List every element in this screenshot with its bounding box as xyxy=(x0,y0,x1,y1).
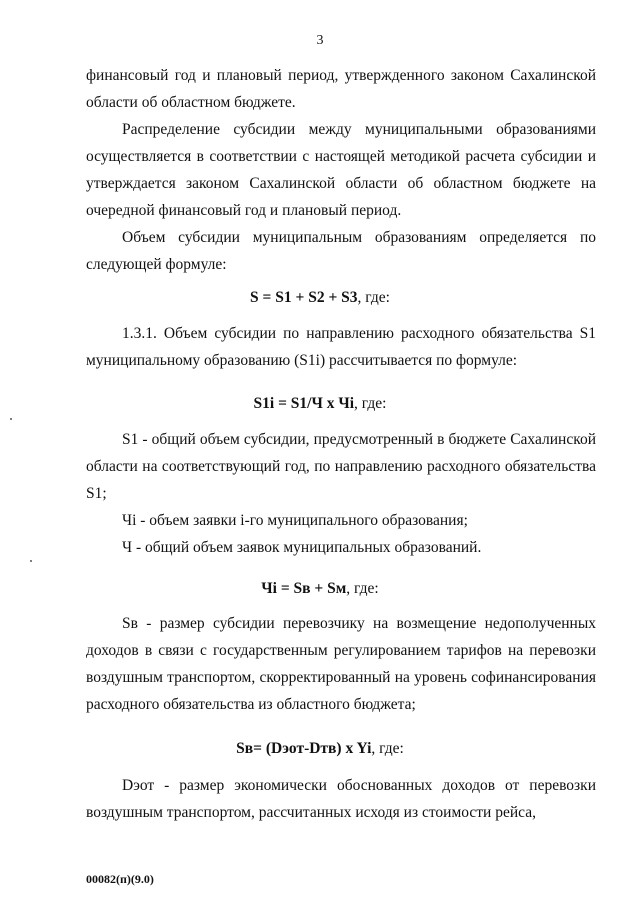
formula-total xyxy=(0,284,640,311)
page-number: 3 xyxy=(316,33,324,48)
formula-s1i xyxy=(0,390,640,417)
formula-chi xyxy=(0,575,640,602)
paragraph-3: Объем субсидии муниципальным образованиям определяется по следующей формуле: xyxy=(86,229,596,273)
paragraph-9: Dэот - размер экономически обоснованных доходов от перевозки воздушным транспортом, рассчитанных исходя из стоимости рейса, xyxy=(86,777,596,821)
formula-chi-tail: , где: xyxy=(346,580,379,597)
paragraph-6: Чi - объем заявки i-го муниципального образования; xyxy=(122,512,468,529)
formula-chi-expression: Чi = Sв + Sм xyxy=(261,580,347,597)
formula-sv-expression: Sв= (Dэот-Dтв) x Yi xyxy=(236,740,372,757)
formula-total-expression: S = S1 + S2 + S3 xyxy=(250,289,358,306)
formula-s1i-tail: , где: xyxy=(354,395,387,412)
formula-s1i-expression: S1i = S1/Ч x Чi xyxy=(253,395,355,412)
paragraph-5: S1 - общий объем субсидии, предусмотренный в бюджете Сахалинской области на соответствующий год, по направлению расходного обязательства S1; xyxy=(86,431,596,502)
footer-code: 00082(п)(9.0) xyxy=(86,872,154,886)
scan-mark xyxy=(10,418,12,420)
formula-sv-tail: , где: xyxy=(371,740,404,757)
paragraph-2: Распределение субсидии между муниципальными образованиями осуществляется в соответствии с настоящей методикой расчета субсидии и утверждается законом Сахалинской области об областном бюджете на очередной финансовый год и плановый период. xyxy=(86,121,596,219)
formula-sv xyxy=(0,735,640,762)
formula-total-tail: , где: xyxy=(357,289,390,306)
scan-mark xyxy=(30,560,32,562)
paragraph-8: Sв - размер субсидии перевозчику на возмещение недополученных доходов в связи с государственным регулированием тарифов на перевозки воздушным транспортом, скорректированный на уровень софинансирования расходного обязательства из областного бюджета; xyxy=(86,615,596,713)
paragraph-1: финансовый год и плановый период, утвержденного законом Сахалинской области об областном бюджете. xyxy=(86,67,596,111)
paragraph-7: Ч - общий объем заявок муниципальных образований. xyxy=(122,539,482,556)
paragraph-4: 1.3.1. Объем субсидии по направлению расходного обязательства S1 муниципальному образованию (S1i) рассчитывается по формуле: xyxy=(86,325,596,369)
